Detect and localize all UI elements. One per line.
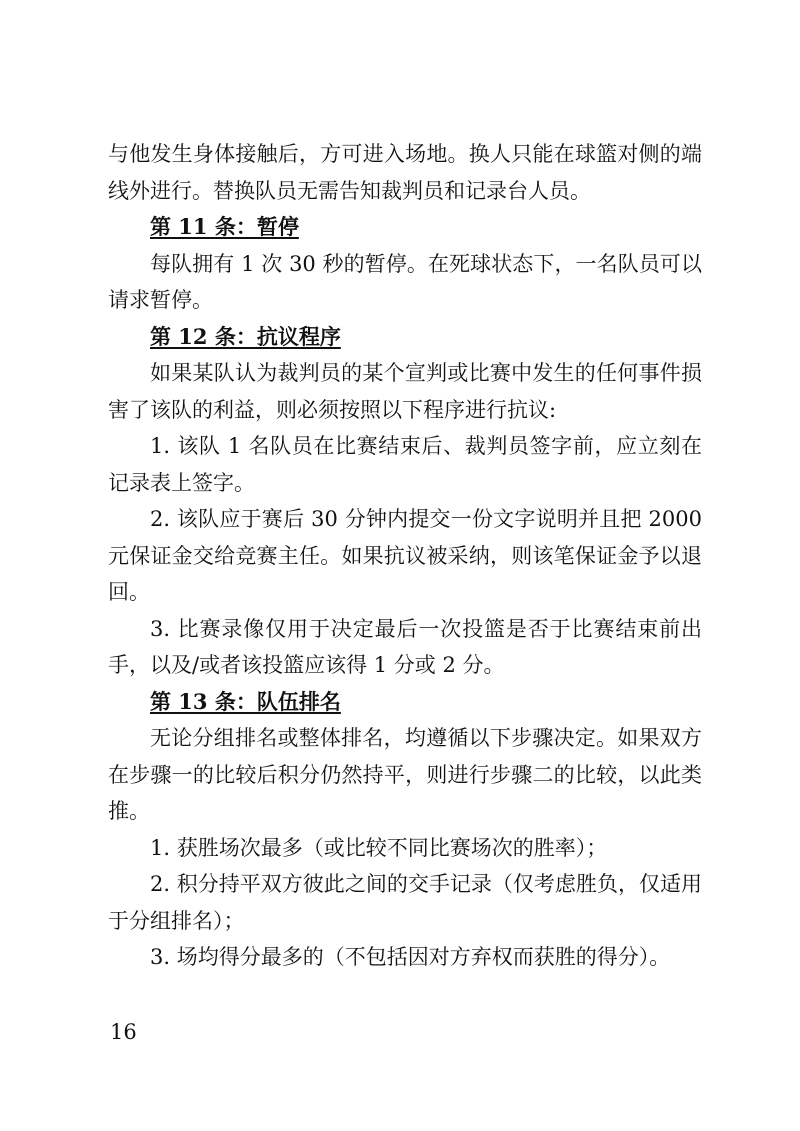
article-12-heading: 第 12 条：抗议程序 xyxy=(150,323,341,349)
list-item: 1. 该队 1 名队员在比赛结束后、裁判员签字前，应立刻在记录表上签字。 xyxy=(108,434,702,495)
body-paragraph: 与他发生身体接触后，方可进入场地。换人只能在球篮对侧的端线外进行。替换队员无需告知裁判员和记录台人员。 xyxy=(108,142,702,203)
list-item: 2. 积分持平双方彼此之间的交手记录（仅考虑胜负，仅适用于分组排名）； xyxy=(108,872,702,933)
body-paragraph: 如果某队认为裁判员的某个宣判或比赛中发生的任何事件损害了该队的利益，则必须按照以下程序进行抗议: xyxy=(108,361,702,422)
list-item: 2. 该队应于赛后 30 分钟内提交一份文字说明并且把 2000 元保证金交给竞赛主任。如果抗议被采纳，则该笔保证金予以退回。 xyxy=(108,507,702,604)
page-content xyxy=(108,136,702,976)
article-11-heading: 第 11 条：暂停 xyxy=(150,214,299,239)
list-item: 3. 场均得分最多的（不包括因对方弃权而获胜的得分）。 xyxy=(150,945,671,969)
list-item: 1. 获胜场次最多（或比较不同比赛场次的胜率）； xyxy=(150,835,608,860)
body-paragraph: 每队拥有 1 次 30 秒的暂停。在死球状态下，一名队员可以请求暂停。 xyxy=(108,251,702,312)
article-13-heading: 第 13 条：队伍排名 xyxy=(150,688,341,714)
list-item: 3. 比赛录像仅用于决定最后一次投篮是否于比赛结束前出手，以及/或者该投篮应该得 1 分或 2 分。 xyxy=(108,616,702,677)
body-paragraph: 无论分组排名或整体排名，均遵循以下步骤决定。如果双方在步骤一的比较后积分仍然持平，则进行步骤二的比较，以此类推。 xyxy=(108,726,702,823)
page-number: 16 xyxy=(110,1020,137,1044)
